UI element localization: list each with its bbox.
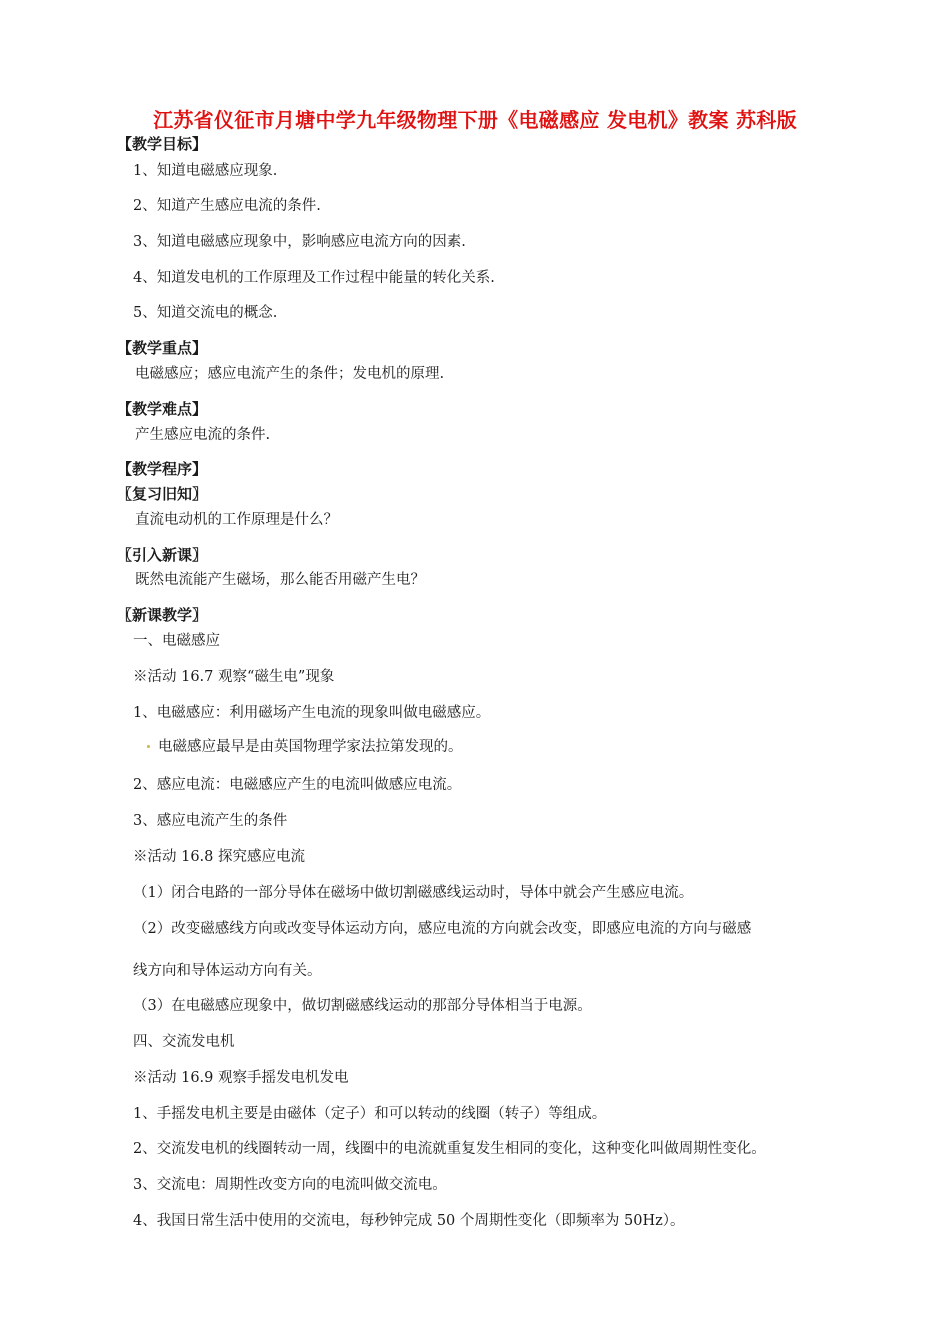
difficulties-heading: 【教学难点】 xyxy=(117,400,208,418)
lesson-line: 3、感应电流产生的条件 xyxy=(133,813,288,829)
procedure-heading: 【教学程序】 xyxy=(117,460,208,478)
intro-heading: 〖引入新课〗 xyxy=(117,546,208,564)
lesson-line: 线方向和导体运动方向有关。 xyxy=(133,963,322,979)
lesson-line: 2、感应电流：电磁感应产生的电流叫做感应电流。 xyxy=(133,777,462,793)
lesson-line: （1）闭合电路的一部分导体在磁场中做切割磁感线运动时，导体中就会产生感应电流。 xyxy=(133,885,694,901)
review-text: 直流电动机的工作原理是什么？ xyxy=(135,512,338,528)
document-title: 江苏省仪征市月塘中学九年级物理下册《电磁感应 发电机》教案 苏科版 xyxy=(153,108,797,132)
lesson-line: 3、交流电：周期性改变方向的电流叫做交流电。 xyxy=(133,1177,447,1193)
new-lesson-heading: 〖新课教学〗 xyxy=(117,606,208,624)
activity-line: ※活动 16.8 探究感应电流 xyxy=(133,849,306,865)
objectives-heading: 【教学目标】 xyxy=(117,135,208,153)
activity-line: ※活动 16.9 观察手摇发电机发电 xyxy=(133,1070,349,1086)
objective-item: 5、知道交流电的概念. xyxy=(133,305,278,321)
difficulties-text: 产生感应电流的条件. xyxy=(135,427,271,443)
objective-item: 4、知道发电机的工作原理及工作过程中能量的转化关系. xyxy=(133,270,495,286)
lesson-line: 电磁感应最早是由英国物理学家法拉第发现的。 xyxy=(158,739,463,755)
lesson-line: 4、我国日常生活中使用的交流电，每秒钟完成 50 个周期性变化（即频率为 50Hz）。 xyxy=(133,1213,685,1229)
intro-text: 既然电流能产生磁场，那么能否用磁产生电？ xyxy=(135,572,425,588)
key-points-heading: 【教学重点】 xyxy=(117,339,208,357)
lesson-line: 1、电磁感应：利用磁场产生电流的现象叫做电磁感应。 xyxy=(133,705,491,721)
objective-item: 3、知道电磁感应现象中，影响感应电流方向的因素. xyxy=(133,234,466,250)
lesson-line: 2、交流发电机的线圈转动一周，线圈中的电流就重复发生相同的变化，这种变化叫做周期性变化。 xyxy=(133,1141,766,1157)
activity-line: ※活动 16.7 观察“磁生电”现象 xyxy=(133,669,335,685)
lesson-line: 1、手摇发电机主要是由磁体（定子）和可以转动的线圈（转子）等组成。 xyxy=(133,1106,607,1122)
lesson-line: （2）改变磁感线方向或改变导体运动方向，感应电流的方向就会改变，即感应电流的方向与磁感 xyxy=(133,921,752,937)
mark-dot xyxy=(147,745,150,748)
key-points-text: 电磁感应；感应电流产生的条件；发电机的原理. xyxy=(135,366,445,382)
objective-item: 1、知道电磁感应现象. xyxy=(133,163,278,179)
lesson-line: （3）在电磁感应现象中，做切割磁感线运动的那部分导体相当于电源。 xyxy=(133,998,592,1014)
section-heading: 一、电磁感应 xyxy=(133,633,220,649)
review-heading: 〖复习旧知〗 xyxy=(117,485,208,503)
section-heading: 四、交流发电机 xyxy=(133,1034,235,1050)
objective-item: 2、知道产生感应电流的条件. xyxy=(133,198,321,214)
